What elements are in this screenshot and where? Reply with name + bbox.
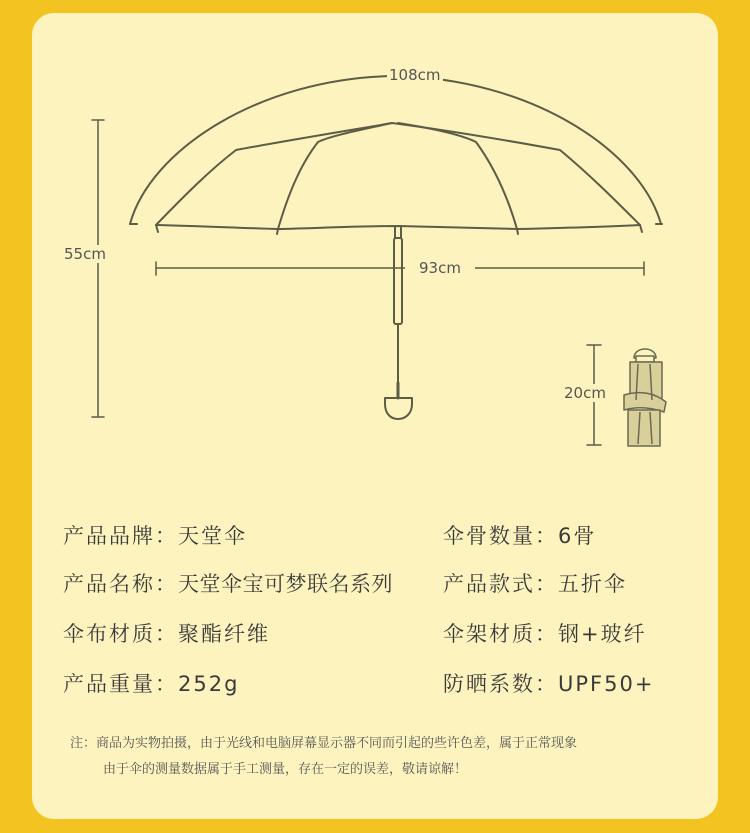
spec-frame-material-label: 伞架材质：: [443, 622, 558, 646]
width-open-label: 108cm: [389, 66, 441, 84]
disclaimer-line-1: 注：商品为实物拍摄，由于光线和电脑屏幕显示器不同而引起的些许色差，属于正常现象: [70, 736, 578, 751]
spec-weight: [63, 668, 239, 698]
spec-product-name: [63, 568, 393, 598]
umbrella-shaft-top: [395, 226, 401, 238]
spec-canopy-material-label: 伞布材质：: [63, 622, 178, 646]
spec-style: [443, 568, 627, 598]
spec-upf: [443, 668, 654, 698]
spec-weight-value: 252g: [178, 672, 240, 696]
disclaimer-line-2: 由于伞的测量数据属于手工测量，存在一定的误差，敬请谅解！: [103, 762, 468, 777]
spec-style-label: 产品款式：: [443, 572, 558, 596]
spec-upf-value: UPF50+: [558, 672, 655, 696]
spec-weight-label: 产品重量：: [63, 672, 178, 696]
canopy-outline: [156, 123, 640, 225]
span-label: 93cm: [405, 259, 475, 277]
spec-rib-count-label: 伞骨数量：: [443, 524, 558, 548]
umbrella-shaft: [394, 238, 402, 324]
spec-brand: [63, 520, 247, 550]
folded-length-label: 20cm: [564, 384, 606, 402]
spec-frame-material: [443, 618, 647, 648]
spec-brand-value: 天堂伞: [178, 524, 247, 548]
spec-rib-count-value: 6骨: [558, 524, 597, 548]
folded-umbrella: [624, 349, 666, 446]
height-label: 55cm: [64, 245, 106, 263]
spec-product-name-value: 天堂伞宝可梦联名系列: [178, 572, 393, 596]
spec-canopy-material-value: 聚酯纤维: [178, 622, 270, 646]
spec-style-value: 五折伞: [558, 572, 627, 596]
spec-brand-label: 产品品牌：: [63, 524, 178, 548]
spec-upf-label: 防晒系数：: [443, 672, 558, 696]
spec-canopy-material: [63, 618, 270, 648]
spec-rib-count: [443, 520, 596, 550]
spec-frame-material-value: 钢+玻纤: [558, 622, 647, 646]
arc-108-dimension-line: [130, 76, 661, 224]
umbrella-handle: [385, 398, 412, 419]
spec-product-name-label: 产品名称：: [63, 572, 178, 596]
